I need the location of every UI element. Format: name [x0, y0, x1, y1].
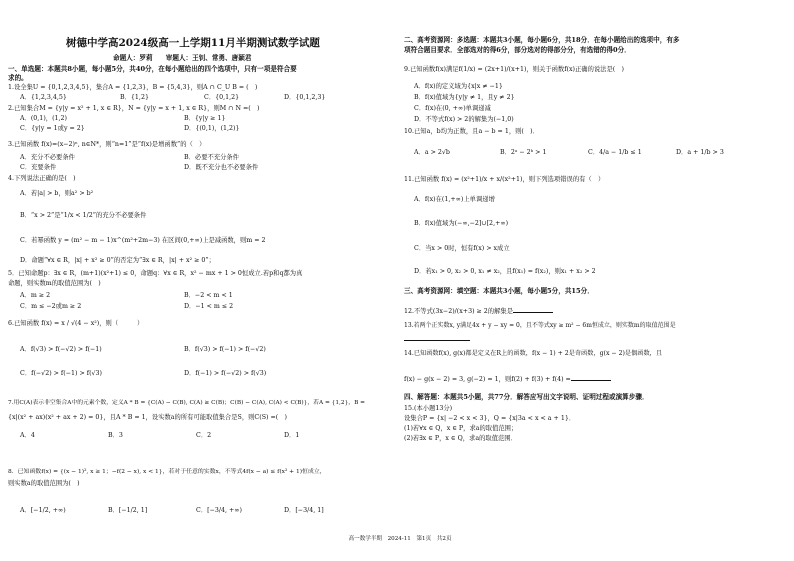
- question-5-cont: 命题，则实数m的取值范围为( ): [8, 280, 101, 287]
- q9-option-d: D．不等式f(x) > 2的解集为(−1,0): [414, 116, 514, 123]
- q1-option-d: D．{0,1,2,3}: [284, 94, 326, 101]
- q8-option-b: B．[−1/2, 1]: [108, 507, 148, 514]
- q3-option-d: D．既不充分也不必要条件: [184, 164, 259, 171]
- question-3: 3.已知函数 f(x)=(x−2)ⁿ, n∈N*，则“n=1”是“f(x)是增函数”的（ ）: [8, 141, 206, 148]
- q5-option-a: A．m ≥ 2: [20, 292, 51, 299]
- section-4-heading: 四、解答题：本题共5小题，共77分．解答应写出文字说明、证明过程或演算步骤．: [404, 393, 649, 401]
- question-8: 8．已知函数f(x) = {(x − 1)², x ≥ 1；−f(2 − x), x < 1}，若对于任意的实数x，不等式4f(x − a) ≤ f(x² + 1)恒成立，: [8, 469, 326, 475]
- question-15-part-1: (1)若∀x ∈ Q，x ∈ P，求a的取值范围；: [404, 425, 518, 432]
- q11-option-a: A．f(x)在(1,+∞)上单调递增: [414, 196, 495, 203]
- question-4: 4.下列说法正确的是( ): [8, 175, 76, 182]
- q6-option-b: B．f(√3) > f(−1) > f(−√2): [184, 346, 266, 353]
- question-12-text: 12.不等式(3x−2)/(x+3) ≥ 2的解集是: [404, 308, 513, 315]
- q10-option-b: B．2ᵃ − 2ᵇ > 1: [500, 149, 547, 156]
- question-2: 2.已知集合M = {y|y = x² + 1, x ∈ R}，N = {y|y = x + 1, x ∈ R}，则M ∩ N =( ): [8, 105, 260, 112]
- q8-option-c: C．[−3/4, +∞): [196, 507, 242, 514]
- question-15-stem: 设集合P = {x| −2 < x < 3}，Q = {x|3a < x < a + 1}．: [404, 415, 576, 422]
- q5-option-d: D．−1 < m ≤ 2: [184, 303, 234, 310]
- q5-option-b: B．−2 < m < 1: [184, 292, 233, 299]
- q3-option-a: A．充分不必要条件: [20, 154, 75, 161]
- q1-option-a: A．{1,2,3,4,5}: [20, 94, 67, 101]
- answer-blank-14[interactable]: [571, 374, 611, 381]
- question-8-cont: 则实数a的取值范围为( ): [8, 480, 80, 487]
- answer-blank-13[interactable]: [404, 334, 470, 341]
- question-14-cont-text: f(x) − g(x − 2) = 3, g(−2) = 1，则f(2) + f(3) + f(4) =: [404, 376, 571, 383]
- q2-option-c: C．{y|y = 1或y = 2}: [20, 125, 85, 132]
- q9-option-a: A．f(x)的定义域为{x|x ≠ −1}: [414, 83, 503, 90]
- answer-blank-13-row: [404, 334, 470, 344]
- q7-option-b: B．3: [108, 432, 123, 439]
- question-6: 6.已知函数 f(x) = x / √(4 − x²)，则（ ）: [8, 320, 144, 327]
- question-7: 7.用C(A)表示非空集合A中的元素个数，定义A * B = {C(A) − C(B), C(A) ≥ C(B)；C(B) − C(A), C(A) < C(B)}，若A = {1,2}，B =: [8, 400, 366, 406]
- authors-line: 命题人：罗莉 审题人：王钊、常勇、唐颖君: [113, 54, 252, 62]
- q3-option-c: C．充要条件: [20, 164, 57, 171]
- question-11: 11.已知函数 f(x) = (x²+1)/x + x/(x²+1)，则下列选项错误的有（ ）: [404, 176, 605, 183]
- q2-option-a: A．(0,1)，(1,2): [20, 115, 67, 122]
- question-10: 10.已知a，b均为正数，且a − b = 1，则( )．: [404, 128, 539, 135]
- q4-option-a: A．若|a| > b，则a² > b²: [20, 190, 94, 197]
- q2-option-b: B．{y|y ≥ 1}: [184, 115, 226, 122]
- question-14: 14.已知函数f(x), g(x)都是定义在R上的函数，f(x − 1) + 2是奇函数，g(x − 2)是偶函数，且: [404, 350, 663, 357]
- q10-option-a: A．a > 2√b: [414, 149, 450, 156]
- q4-option-b: B．“x > 2”是“1/x < 1/2”的充分不必要条件: [20, 212, 147, 219]
- question-13: 13.若两个正实数x, y满足4x + y − xy = 0，且不等式xy ≥ m² − 6m恒成立，则实数m的取值范围是: [404, 322, 676, 329]
- q6-option-a: A．f(√3) > f(−√2) > f(−1): [20, 346, 102, 353]
- question-12: [404, 306, 553, 316]
- q11-option-c: C．当x > 0时，恒有f(x) > x成立: [414, 245, 510, 252]
- answer-blank-12[interactable]: [513, 306, 553, 313]
- q11-option-b: B．f(x)值域为(−∞,−2]∪[2,+∞): [414, 220, 509, 227]
- q9-option-b: B．f(x)值域为{y|y ≠ 1，且y ≠ 2}: [414, 94, 515, 101]
- q11-option-d: D．若x₁ > 0, x₂ > 0, x₁ ≠ x₂，且f(x₁) = f(x₂)，则x₁ + x₂ > 2: [414, 268, 596, 275]
- q10-option-c: C．4/a − 1/b ≤ 1: [588, 149, 642, 156]
- q3-option-b: B．必要不充分条件: [184, 154, 240, 161]
- question-9: 9.已知函数f(x)满足f(1/x) = (2x+1)/(x+1)，则关于函数f(x)正确的说法是( ): [404, 66, 624, 73]
- section-3-heading: 三、高考资源网：填空题：本题共3小题，每小题5分，共15分．: [404, 287, 594, 295]
- q7-option-d: D．1: [284, 432, 300, 439]
- q6-option-d: D．f(−1) > f(−√2) > f(√3): [184, 370, 267, 377]
- q4-option-d: D．命题“∀x ∈ R，|x| + x² ≥ 0”的否定为“∃x ∈ R，|x| + x² ≥ 0”；: [20, 257, 215, 264]
- q8-option-d: D．[−3/4, 1]: [284, 507, 324, 514]
- question-1: 1.设全集U = {0,1,2,3,4,5}，集合A = {1,2,3}，B = {5,4,3}，则A ∩ C_U B = ( ): [8, 84, 258, 91]
- q10-option-d: D．a + 1/b > 3: [676, 149, 724, 156]
- q1-option-c: C．{0,1,2}: [204, 94, 240, 101]
- q5-option-c: C．m ≤ −2或m ≥ 2: [20, 303, 82, 310]
- section-1-heading-cont: 求的。: [8, 74, 28, 82]
- q9-option-c: C．f(x)在(0, +∞)单调递减: [414, 105, 491, 112]
- q2-option-d: D．{(0,1)，(1,2)}: [184, 125, 240, 132]
- section-2-heading: 二、高考资源网：多选题：本题共3小题，每小题6分，共18分．在每小题给出的选项中，有多: [404, 36, 680, 44]
- q4-option-c: C．若幂函数 y = (m² − m − 1)x^(m²+2m−3) 在区间(0,+∞)上是减函数，则m = 2: [20, 237, 266, 244]
- q7-option-a: A．4: [20, 432, 35, 439]
- q6-option-c: C．f(−√2) > f(−1) > f(√3): [20, 370, 103, 377]
- section-1-heading: 一、单选题：本题共8小题，每小题5分，共40分，在每小题给出的四个选项中，只有一项是符合要: [8, 65, 297, 73]
- question-7-cont: {x|(x² + ax)(x² + ax + 2) = 0}，且A * B = 1，设实数a的所有可能取值集合是S，则C(S) =( ): [8, 414, 287, 421]
- q8-option-a: A．[−1/2, +∞): [20, 507, 66, 514]
- page-footer: 高一数学半期 2024-11 第1页 共2页: [348, 536, 452, 542]
- question-15-part-2: (2)若∃x ∈ P，x ∈ Q，求a的取值范围．: [404, 435, 517, 442]
- section-2-heading-cont: 项符合题目要求．全部选对的得6分，部分选对的得部分分，有选错的得0分．: [404, 46, 631, 54]
- question-14-cont: [404, 374, 611, 384]
- exam-title: 树德中学高2024级高一上学期11月半期测试数学试题: [66, 37, 320, 49]
- q7-option-c: C．2: [196, 432, 212, 439]
- q1-option-b: B．{1,2}: [120, 94, 149, 101]
- question-5: 5．已知命题p：∃x ∈ R，(m+1)(x²+1) ≤ 0，命题q：∀x ∈ R，x² − mx + 1 > 0恒成立.若p和q都为真: [8, 270, 303, 277]
- question-15: 15.(本小题13分): [404, 405, 453, 412]
